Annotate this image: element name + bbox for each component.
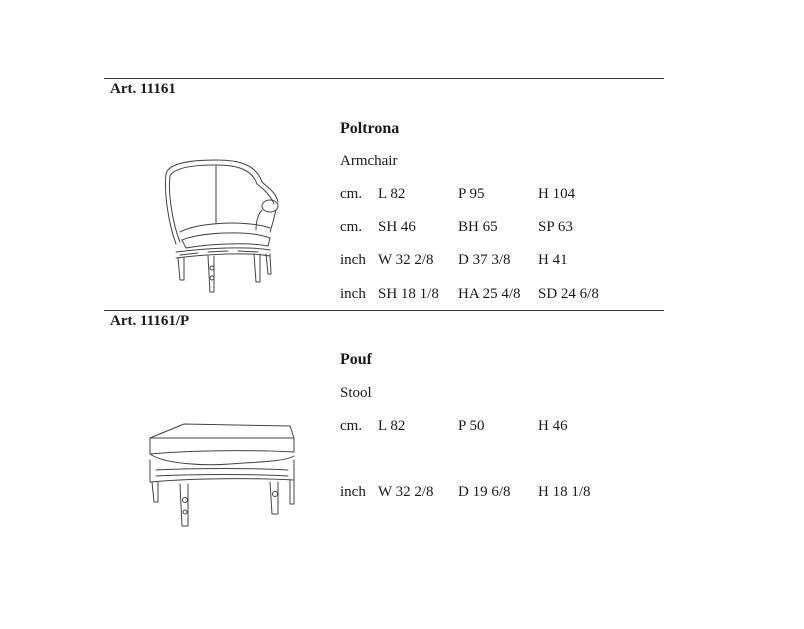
dimension-value: H 104 <box>538 186 576 202</box>
dimension-value: P 95 <box>458 186 485 202</box>
dimension-value: D 37 3/8 <box>458 252 511 268</box>
dimension-value: SH 18 1/8 <box>378 286 439 302</box>
dimension-value: W 32 2/8 <box>378 252 434 268</box>
product-name-english: Armchair <box>340 153 398 169</box>
product-name-english: Stool <box>340 385 372 401</box>
unit-label: cm. <box>340 219 363 235</box>
dimension-value: H 41 <box>538 252 568 268</box>
product-name-italian: Poltrona <box>340 120 400 137</box>
product-name-italian: Pouf <box>340 351 372 368</box>
unit-label: cm. <box>340 418 363 434</box>
dimension-value: L 82 <box>378 418 406 434</box>
dimension-value: HA 25 4/8 <box>458 286 521 302</box>
dimension-value: W 32 2/8 <box>378 484 434 500</box>
unit-label: inch <box>340 484 366 500</box>
article-number: Art. 11161/P <box>110 313 190 329</box>
dimension-value: H 18 1/8 <box>538 484 591 500</box>
unit-label: inch <box>340 252 366 268</box>
dimension-value: P 50 <box>458 418 485 434</box>
article-number: Art. 11161 <box>110 81 176 97</box>
dimension-value: SH 46 <box>378 219 416 235</box>
section-divider-top <box>104 78 664 79</box>
unit-label: cm. <box>340 186 363 202</box>
dimension-value: SD 24 6/8 <box>538 286 599 302</box>
armchair-drawing <box>158 152 284 298</box>
stool-drawing <box>144 420 298 532</box>
dimension-value: H 46 <box>538 418 568 434</box>
unit-label: inch <box>340 286 366 302</box>
dimension-value: L 82 <box>378 186 406 202</box>
dimension-value: SP 63 <box>538 219 573 235</box>
section-divider <box>104 310 664 311</box>
dimension-value: D 19 6/8 <box>458 484 511 500</box>
dimension-value: BH 65 <box>458 219 498 235</box>
